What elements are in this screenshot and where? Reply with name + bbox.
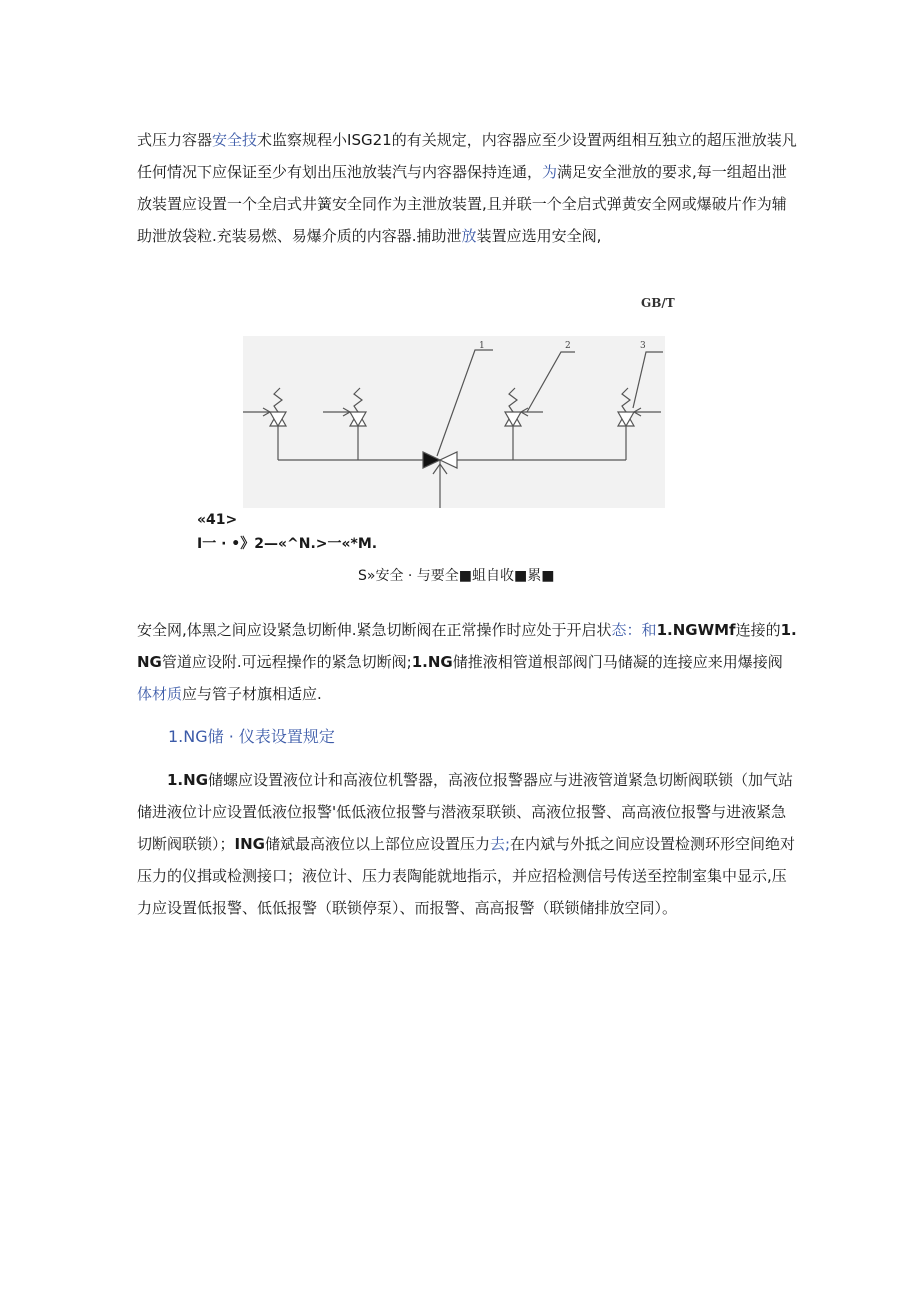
safety-valve-diagram — [243, 336, 665, 508]
p3-text-c: ING — [234, 835, 265, 853]
p1-text-c: 术监察规程小ISG21的有关规定，内容器应至少设置两组相互独立的超压泄放装凡任何情况下应保证至少有划出压池放装汽与内容器保持连通， — [137, 131, 797, 181]
p1-text-g: 装置应选用安全阀, — [476, 227, 602, 245]
p3-text-e: 去; — [489, 835, 511, 853]
p1-text-e: 满足安全泄放的要求,每一组超出泄放装置应设置一个全启式井簧安全同作为主泄放装置,且并联一个全启式弹黄安全网或爆破片作为辅助泄放袋粒.充装易燃、易爆介质的内容器.捕助泄 — [137, 163, 787, 245]
p2-text-e: 1.NG — [137, 621, 797, 671]
figure-standard-label: GB/T — [641, 296, 675, 310]
paragraph-instrumentation — [137, 764, 797, 924]
callout-2: 2 — [565, 341, 571, 351]
callout-1: 1 — [479, 341, 485, 351]
p2-text-b: 态：和 — [611, 621, 657, 639]
p2-text-c: 1.NGWMf — [656, 621, 736, 639]
p3-text-a: 1.NG — [167, 771, 209, 789]
p3-text-d: 储斌最高液位以上部位应设置压力 — [264, 835, 490, 853]
p2-text-j: 应与管子材旗相适应. — [182, 685, 322, 703]
caption-line-3: S»安全 · 与要全■蛆自收■累■ — [358, 568, 555, 584]
p1-text-d: 为 — [542, 163, 558, 181]
p2-text-a: 安全网,体黑之间应设紧急切断伸.紧急切断阀在正常操作时应处于开启状 — [137, 621, 612, 639]
p2-text-d: 连接的 — [735, 621, 781, 639]
p2-text-h: 储推液相管道根部阀门马储凝的连接应来用爆接阀 — [452, 653, 783, 671]
p3-text-f: 在内斌与外抵之间应设置检测环形空间绝对压力的仪揖或检测接口；液位计、压力表陶能就地指示，并应招检测信号传送至控制室集中显示,压力应设置低报警、低低报警（联锁停泵）、而报警、高高报警（联锁储排放空同）。 — [137, 835, 796, 917]
caption-line-1: «41> — [197, 512, 238, 528]
p3-text-b: 储螺应设置液位计和高液位机警器，高液位报警器应与进液管道紧急切断阀联锁（加气站储进液位计应设置低液位报警'低低液位报警与潜液泵联锁、高液位报警、高高液位报警与进液紧急切断阀联锁）； — [137, 771, 794, 853]
section-heading: 1.NG储 · 仪表设置规定 — [168, 727, 335, 746]
paragraph-pressure-vessel — [137, 124, 797, 252]
p2-text-f: 管道应设附.可远程操作的紧急切断阀; — [161, 653, 412, 671]
paragraph-emergency-valve — [137, 614, 797, 710]
p1-text-f: 放 — [461, 227, 477, 245]
p2-text-g: 1.NG — [411, 653, 453, 671]
caption-line-2: I一 · •》2—«^N.>一«*M. — [197, 536, 378, 552]
callout-3: 3 — [640, 341, 646, 351]
p1-text-a: 式压力容器 — [137, 131, 213, 149]
p1-text-b: 安全技 — [212, 131, 258, 149]
diagram-background — [243, 336, 665, 508]
p2-text-i: 体材质 — [137, 685, 183, 703]
